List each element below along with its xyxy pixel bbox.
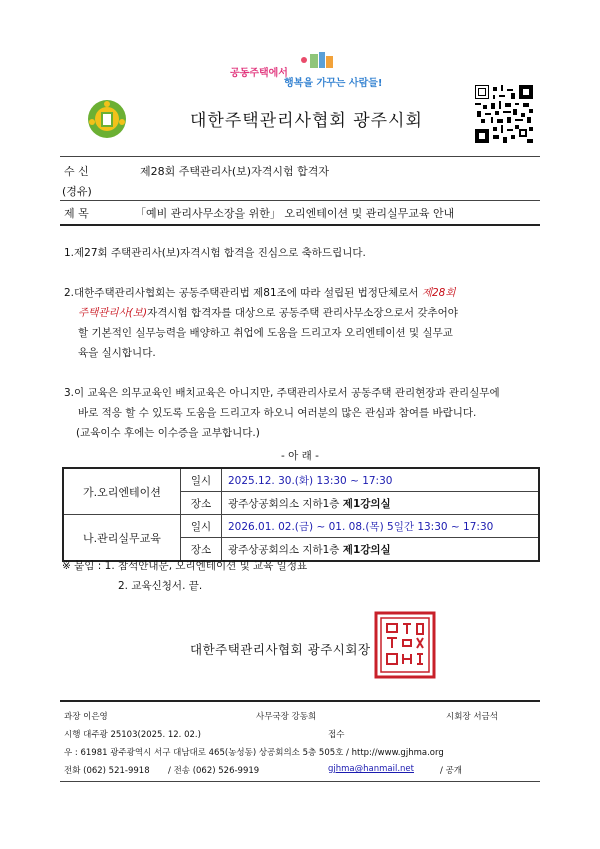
footer-publicity: / 공개 <box>440 766 462 776</box>
association-logo-icon <box>86 98 128 140</box>
org-title: 대한주택관리사협회 광주시회 <box>190 111 423 131</box>
paragraph-3-line-2: 바로 적응 할 수 있도록 도움을 드리고자 하오니 여러분의 많은 관심과 참여를 바랍니다. <box>78 407 477 419</box>
footer-director: 사무국장 강동희 <box>256 712 317 722</box>
paragraph-3-line-1: 3.이 교육은 의무교육인 배치교육은 아니지만, 주택관리사로서 공동주택 관리현장과 관리실무에 <box>64 387 500 399</box>
paragraph-1: 1.제27회 주택관리사(보)자격시험 합격을 진심으로 축하드립니다. <box>64 247 366 259</box>
below-heading: - 아 래 - <box>281 450 319 462</box>
footer-bottom-divider <box>60 781 540 782</box>
schedule-place-label: 장소 <box>181 538 222 562</box>
schedule-place-label: 장소 <box>181 492 222 515</box>
paragraph-2-text: 2.대한주택관리사협회는 공동주택관리법 제81조에 따라 설립된 법정단체로서 <box>64 287 422 299</box>
schedule-date-label: 일시 <box>181 515 222 538</box>
paragraph-2-highlight: 제28회 <box>421 287 456 299</box>
schedule-place-room: 제1강의실 <box>342 543 391 556</box>
paragraph-2-line-4: 육을 실시합니다. <box>78 347 156 359</box>
schedule-place-value: 광주상공회의소 지하1층 <box>228 543 343 556</box>
header-divider <box>60 156 540 157</box>
footer-fax: / 전송 (062) 526-9919 <box>168 766 260 776</box>
schedule-category: 나.관리실무교육 <box>63 515 181 562</box>
paragraph-2-highlight-2: 주택관리사(보) <box>78 307 148 319</box>
subject-label: 제 목 <box>64 207 89 220</box>
slogan-line2: 행복을 가꾸는 사람들! <box>284 78 383 89</box>
paragraph-2-line-2 <box>78 303 458 323</box>
schedule-category: 가.오리엔테이션 <box>63 468 181 515</box>
footer-receipt: 접수 <box>328 730 345 740</box>
schedule-date-label: 일시 <box>181 468 222 492</box>
paragraph-2-line-3: 할 기본적인 실무능력을 배양하고 취업에 도움을 드리고자 오리엔테이션 및 실무교 <box>78 327 453 339</box>
issuer-name: 대한주택관리사협회 광주시회장 <box>190 642 371 657</box>
official-seal-icon <box>373 610 437 680</box>
attachments-line-1: ※ 붙임 : 1. 참석안내문, 오리엔테이션 및 교육 일정표 <box>62 560 308 572</box>
paragraph-2-text-2: 자격시험 합격자를 대상으로 공동주택 관리사무소장으로서 갖추어야 <box>147 307 458 319</box>
recipient-value: 제28회 주택관리사(보)자격시험 합격자 <box>140 165 329 178</box>
table-row <box>63 468 539 492</box>
schedule-place-room: 제1강의실 <box>342 497 391 510</box>
recipient-label: 수 신 <box>64 165 89 178</box>
slogan-line1: 공동주택에서 <box>230 68 288 79</box>
attachments-line-2: 2. 교육신청서. 끝. <box>118 580 203 592</box>
qr-code-icon[interactable] <box>475 85 533 143</box>
footer-president: 시회장 서금석 <box>446 712 498 722</box>
schedule-table <box>62 467 540 562</box>
footer-enforcement: 시행 대주광 25103(2025. 12. 02.) <box>64 730 201 740</box>
via-label: (경유) <box>62 185 92 198</box>
footer-address: 우 : 61981 광주광역시 서구 대남대로 465(농성동) 상공회의소 5층 505호 / http://www.gjhma.org <box>64 748 444 758</box>
footer-divider <box>60 700 540 702</box>
subject-divider <box>60 224 540 226</box>
footer-email-link[interactable]: gjhma@hanmail.net <box>328 764 414 774</box>
paragraph-3-line-3: (교육이수 후에는 이수증을 교부합니다.) <box>76 427 260 439</box>
schedule-place-value: 광주상공회의소 지하1층 <box>228 497 343 510</box>
meta-divider <box>60 200 540 201</box>
subject-value: 「예비 관리사무소장을 위한」 오리엔테이션 및 관리실무교육 안내 <box>135 207 455 220</box>
paragraph-2-line-1 <box>64 283 456 303</box>
table-row <box>63 515 539 538</box>
footer-manager: 과장 이은영 <box>64 712 108 722</box>
footer-phone: 전화 (062) 521-9918 <box>64 766 150 776</box>
schedule-date-value: 2026.01. 02.(금) ~ 01. 08.(목) 5일간 13:30 ~ 17:30 <box>222 515 540 538</box>
schedule-place <box>222 492 540 515</box>
schedule-date-value: 2025.12. 30.(화) 13:30 ~ 17:30 <box>222 468 540 492</box>
